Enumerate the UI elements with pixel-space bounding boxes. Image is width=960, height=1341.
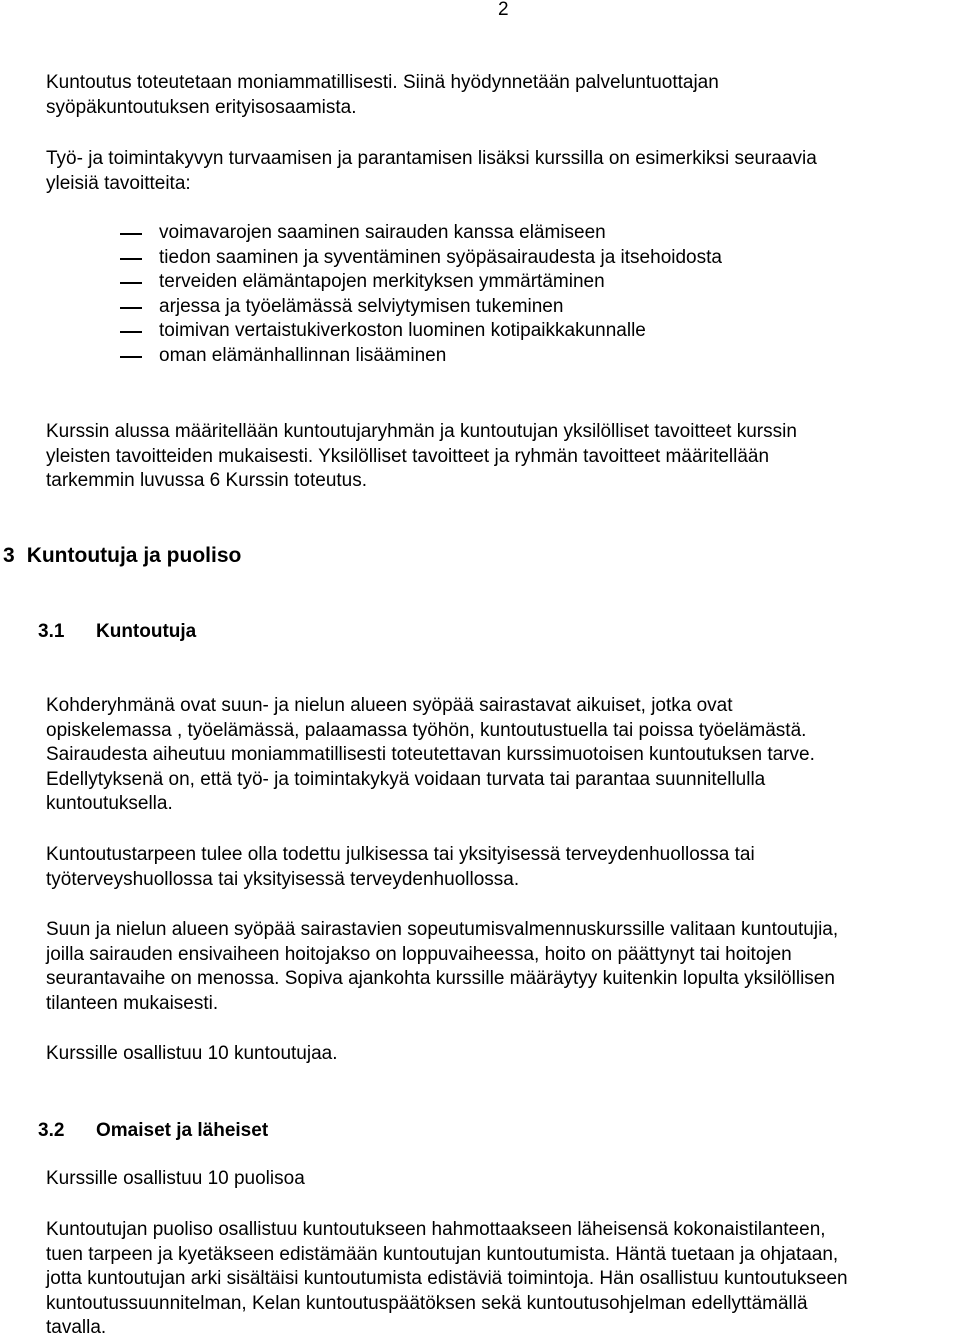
paragraph-text: Kurssille osallistuu 10 kuntoutujaa. [46, 1043, 338, 1064]
intro-text-2: Työ- ja toimintakyvyn turvaamisen ja parantamisen lisäksi kurssilla on esimerkiksi seuraavia yleisiä tavoitteita: [46, 148, 817, 194]
intro-text-1: Kuntoutus toteutetaan moniammatillisesti. Siinä hyödynnetään palveluntuottajan syöpäkuntoutuksen erityisosaamista. [46, 72, 719, 118]
section-3-1-paragraph-1 [46, 694, 956, 817]
section-3-1-paragraph-3 [46, 918, 956, 1016]
list-item [120, 319, 722, 344]
dash-bullet-icon [120, 258, 142, 260]
section-3-1-heading [38, 620, 196, 645]
dash-bullet-icon [120, 282, 142, 284]
list-item-text: tiedon saaminen ja syventäminen syöpäsairaudesta ja itsehoidosta [159, 246, 722, 268]
page-number: 2 [498, 0, 509, 20]
section-3-1-paragraph-4 [46, 1042, 956, 1067]
list-item-text: arjessa ja työelämässä selviytymisen tukeminen [159, 295, 564, 317]
paragraph-text: Kuntoutujan puoliso osallistuu kuntoutukseen hahmottaakseen läheisensä kokonaistilanteen, tuen tarpeen ja kyetäkseen edistämään kuntoutujan kuntoutumista. Häntä tuetaan ja ohjataan, jotta kuntoutujan arki sisältäisi kuntoutumista edistäviä toimintoja. Hän osallistuu kuntoutukseen kuntoutussuunnitelman, Kelan kuntoutuspäätöksen sekä kuntoutusohjelman edellyttämällä tavalla. [46, 1219, 848, 1339]
dash-bullet-icon [120, 331, 142, 333]
dash-bullet-icon [120, 307, 142, 309]
goals-paragraph-text: Kurssin alussa määritellään kuntoutujaryhmän ja kuntoutujan yksilölliset tavoitteet kurssin yleisten tavoitteiden mukaisesti. Yksilölliset tavoitteet ja ryhmän tavoitteet määritellään tarkemmin luvussa 6 Kurssin toteutus. [46, 421, 797, 492]
dash-bullet-icon [120, 356, 142, 358]
intro-paragraph-1 [46, 71, 956, 120]
section-title: Omaiset ja läheiset [96, 1120, 269, 1141]
section-3-heading [3, 544, 241, 569]
section-title: Kuntoutuja ja puoliso [26, 544, 242, 567]
intro-paragraph-2 [46, 147, 956, 196]
section-3-2-paragraph-2 [46, 1218, 956, 1341]
section-3-2-paragraph-1 [46, 1167, 956, 1192]
section-3-1-paragraph-2 [46, 843, 956, 892]
section-number: 3.2 [38, 1120, 65, 1141]
list-item-text: toimivan vertaistukiverkoston luominen kotipaikkakunnalle [159, 320, 646, 342]
goals-list [120, 221, 722, 369]
list-item [120, 270, 722, 295]
dash-bullet-icon [120, 233, 142, 235]
list-item [120, 344, 722, 369]
section-number: 3.1 [38, 621, 65, 642]
paragraph-text: Kohderyhmänä ovat suun- ja nielun alueen syöpää sairastavat aikuiset, jotka ovat opiskelemassa , työelämässä, palaamassa työhön, kuntoutustuella tai poissa työelämästä. Sairaudesta aiheutuu moniammatillisesti toteutettavan kurssimuotoisen kuntoutuksen tarve. Edellytyksenä on, että työ- ja toimintakykyä voidaan turvata tai parantaa suunnitellulla kuntoutuksella. [46, 695, 815, 815]
list-item-text: terveiden elämäntapojen merkityksen ymmärtäminen [159, 271, 605, 293]
list-item [120, 246, 722, 271]
paragraph-text: Suun ja nielun alueen syöpää sairastavien sopeutumisvalmennuskurssille valitaan kuntoutujia, joilla sairauden ensivaiheen hoitojakso on loppuvaiheessa, hoito on päättynyt tai hoitojen seurantavaihe on menossa. Sopiva ajankohta kurssille määräytyy kuitenkin lopulta yksilöllisen tilanteen mukaisesti. [46, 919, 839, 1014]
list-item [120, 221, 722, 246]
paragraph-text: Kurssille osallistuu 10 puolisoa [46, 1168, 305, 1189]
paragraph-text: Kuntoutustarpeen tulee olla todettu julkisessa tai yksityisessä terveydenhuollossa tai työterveyshuollossa tai yksityisessä terveydenhuollossa. [46, 844, 755, 890]
section-3-2-heading [38, 1119, 268, 1144]
list-item-text: voimavarojen saaminen sairauden kanssa elämiseen [159, 222, 606, 243]
list-item [120, 295, 722, 320]
goals-paragraph [46, 420, 956, 494]
section-number: 3 [3, 544, 15, 567]
section-title: Kuntoutuja [96, 621, 197, 642]
list-item-text: oman elämänhallinnan lisääminen [159, 344, 447, 366]
